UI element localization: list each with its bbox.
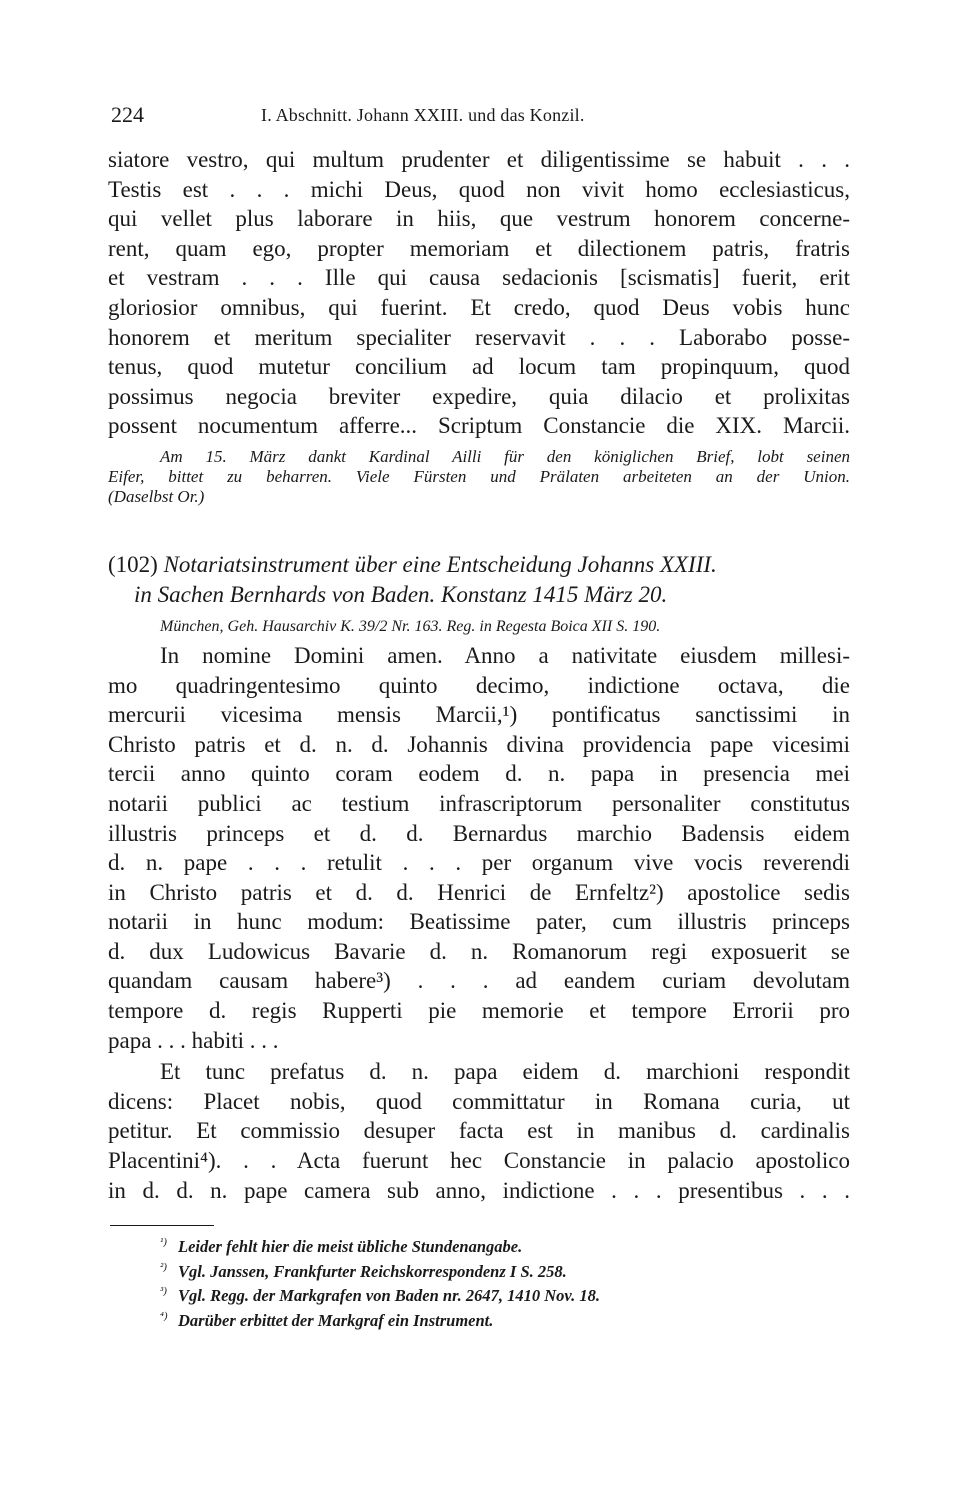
footnote-marker: ²) [160, 1260, 167, 1273]
footnotes [108, 1235, 850, 1333]
paragraph-continued-letter [108, 145, 850, 441]
document-title: Notariatsinstrument über eine Entscheidung Johanns XXIII. [163, 551, 717, 577]
footnote-separator [110, 1225, 214, 1226]
text-line: et vestram . . . Ille qui causa sedacionis [scismatis] fuerit, erit [108, 265, 850, 291]
text-line: honorem et meritum specialiter reservavit . . . Laborabo posse- [108, 324, 850, 350]
footnote-text: Leider fehlt hier die meist übliche Stundenangabe. [178, 1237, 523, 1257]
text-line: siatore vestro, qui multum prudenter et diligentissime se habuit . . . [108, 147, 850, 172]
text-line: quandam causam habere³) . . . ad eandem curiam devolutam [108, 968, 850, 994]
text-line: qui vellet plus laborare in hiis, que vestrum honorem concerne- [108, 206, 850, 232]
text-line: in Christo patris et d. d. Henrici de Ernfeltz²) apostolice sedis [108, 879, 850, 905]
document-heading [108, 550, 850, 610]
text-line: gloriosior omnibus, qui fuerint. Et credo, quod Deus vobis hunc [108, 294, 850, 320]
text-line: Christo patris et d. n. d. Johannis divina providencia pape vicesimi [108, 731, 850, 757]
book-page [108, 96, 850, 1334]
note-line: Eifer, bittet zu beharren. Viele Fürsten und Prälaten arbeiteten an der Union. [108, 466, 850, 486]
text-line: tempore d. regis Rupperti pie memorie et tempore Errorii pro [108, 998, 850, 1024]
text-line: Testis est . . . michi Deus, quod non vivit homo ecclesiasticus, [108, 176, 850, 202]
running-title: I. Abschnitt. Johann XXIII. und das Konzil. [261, 105, 585, 125]
footnote-text: Darüber erbittet der Markgraf ein Instrument. [178, 1311, 494, 1330]
archival-source: München, Geh. Hausarchiv K. 39/2 Nr. 163. Reg. in Regesta Boica XII S. 190. [160, 617, 661, 635]
footnote [108, 1260, 850, 1285]
text-line: mo quadringentesimo quinto decimo, indictione octava, die [108, 672, 850, 698]
text-line: Et tunc prefatus d. n. papa eidem d. marchioni respondit [160, 1059, 850, 1085]
text-line: petitur. Et commissio desuper facta est in manibus d. cardinalis [108, 1118, 850, 1144]
text-line: mercurii vicesima mensis Marcii,¹) pontificatus sanctissimi in [108, 702, 850, 728]
footnote [108, 1235, 850, 1260]
footnote-marker: ³) [160, 1285, 167, 1298]
document-number: (102) [108, 551, 158, 577]
footnote [108, 1309, 850, 1334]
text-line: dicens: Placet nobis, quod committatur in Romana curia, ut [108, 1088, 850, 1114]
footnote-marker: ⁴) [160, 1310, 168, 1322]
text-line: In nomine Domini amen. Anno a nativitate eiusdem millesi- [160, 642, 850, 668]
text-line: possimus negocia breviter expedire, quia dilacio et prolixitas [108, 383, 850, 409]
text-line: d. dux Ludowicus Bavarie d. n. Romanorum regi exposuerit se [108, 938, 850, 964]
paragraph-response [108, 1057, 850, 1205]
text-line: papa . . . habiti . . . [108, 1027, 279, 1053]
footnote-text: Vgl. Janssen, Frankfurter Reichskorrespondenz I S. 258. [178, 1261, 567, 1281]
text-line: possent nocumentum afferre... Scriptum Constancie die XIX. Marcii. [108, 413, 850, 439]
document-title-continued: in Sachen Bernhards von Baden. Konstanz 1415 März 20. [134, 581, 668, 607]
footnote-text: Vgl. Regg. der Markgrafen von Baden nr. 2647, 1410 Nov. 18. [178, 1286, 600, 1306]
note-line: (Daselbst Or.) [108, 486, 205, 506]
text-line: notarii publici ac testium infrascriptorum personaliter constitutus [108, 790, 850, 816]
text-line: tenus, quod mutetur concilium ad locum tam propinquum, quod [108, 354, 850, 380]
text-line: d. n. pape . . . retulit . . . per organum vive vocis reverendi [108, 850, 850, 876]
editorial-note [108, 447, 850, 507]
footnote-marker: ¹) [160, 1236, 167, 1249]
page-number: 224 [111, 102, 144, 127]
running-head [108, 96, 850, 136]
text-line: notarii in hunc modum: Beatissime pater, cum illustris princeps [108, 909, 850, 935]
text-line: rent, quam ego, propter memoriam et dilectionem patris, fratris [108, 235, 850, 261]
text-line: Placentini⁴). . . Acta fuerunt hec Constancie in palacio apostolico [108, 1148, 850, 1174]
text-line: in d. d. n. pape camera sub anno, indictione . . . presentibus . . . [108, 1177, 850, 1203]
text-line: illustris princeps et d. d. Bernardus marchio Badensis eidem [108, 820, 850, 846]
text-line: tercii anno quinto coram eodem d. n. papa in presencia mei [108, 761, 850, 787]
footnote [108, 1284, 850, 1309]
paragraph-instrument [108, 641, 850, 1055]
note-line: Am 15. März dankt Kardinal Ailli für den königlichen Brief, lobt seinen [160, 446, 850, 466]
